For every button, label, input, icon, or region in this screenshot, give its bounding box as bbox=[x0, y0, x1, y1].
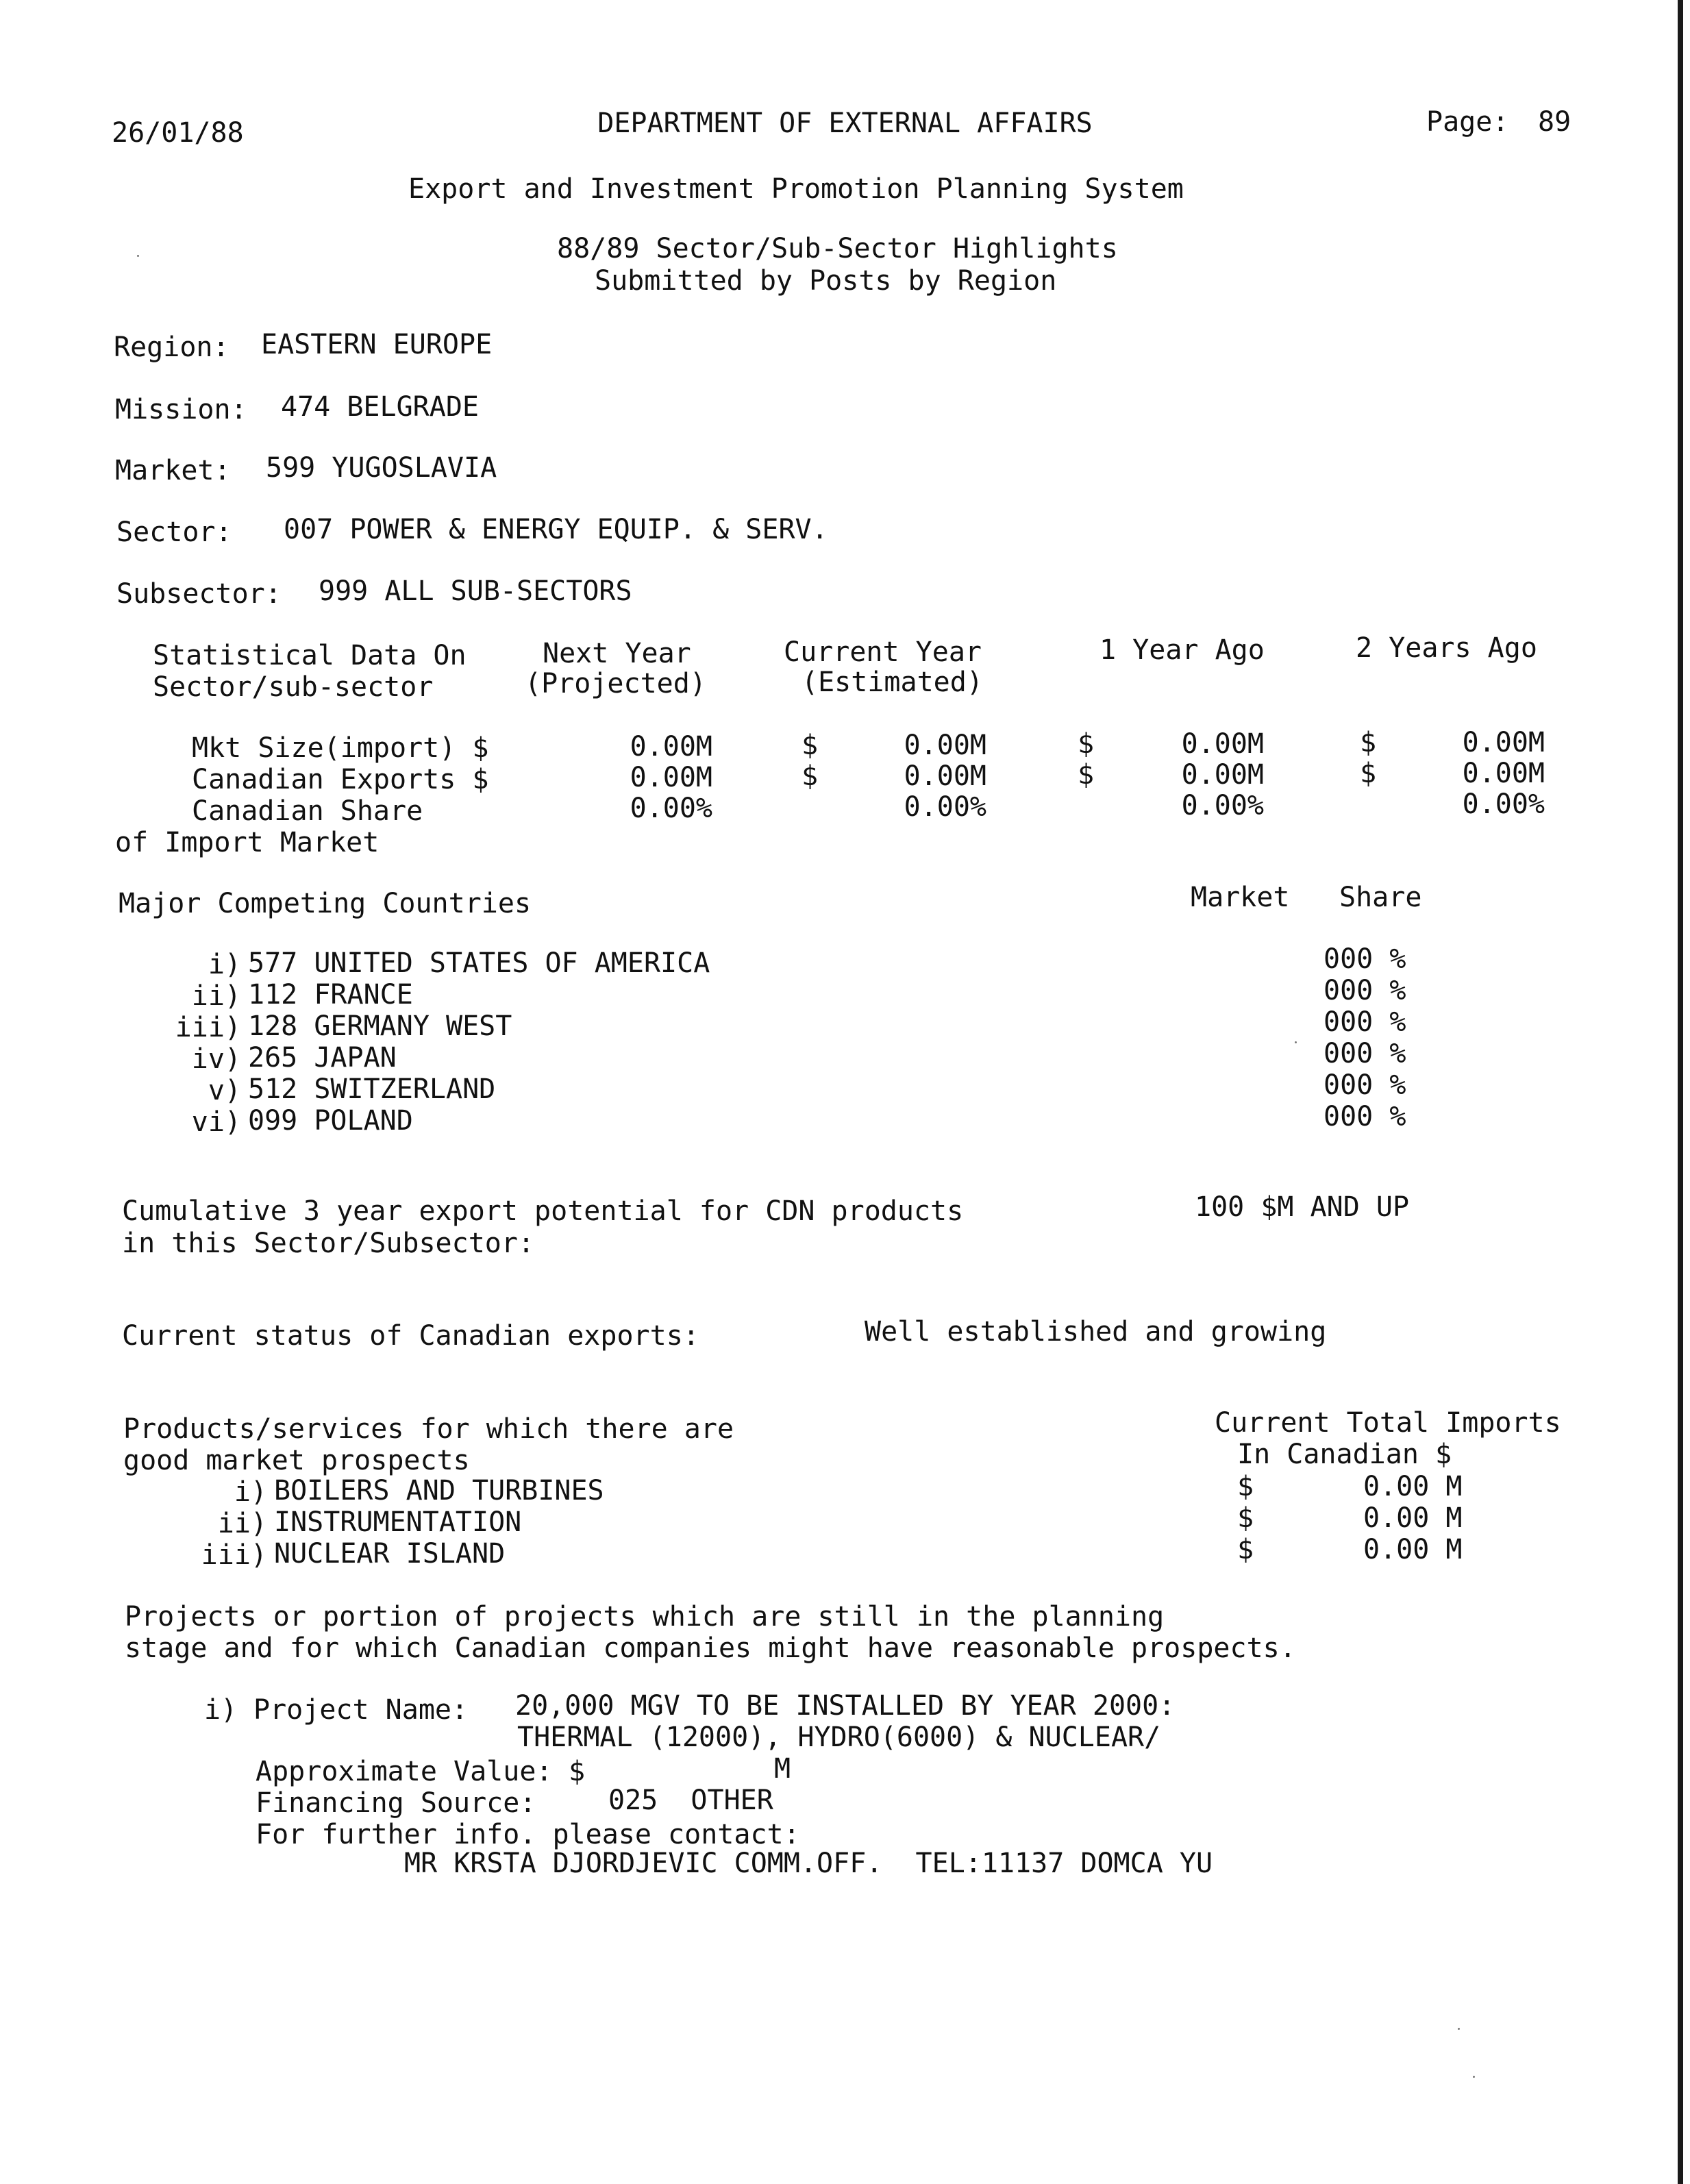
competitor-number: vi) bbox=[191, 1106, 241, 1138]
col-next-year-sub: (Projected) bbox=[525, 668, 706, 699]
stat-value: 0.00M bbox=[1462, 758, 1545, 789]
product-name: BOILERS AND TURBINES bbox=[274, 1475, 604, 1506]
product-import-value: 0.00 M bbox=[1363, 1502, 1463, 1534]
market-value: 599 YUGOSLAVIA bbox=[266, 452, 497, 484]
stat-value: 0.00M bbox=[1181, 728, 1264, 760]
stat-value: 0.00M bbox=[630, 731, 712, 762]
stat-value: 0.00M bbox=[904, 760, 986, 792]
competitor-name: 112 FRANCE bbox=[248, 979, 413, 1010]
value-unit: M bbox=[774, 1753, 791, 1785]
report-subtitle: 88/89 Sector/Sub-Sector Highlights bbox=[557, 233, 1118, 264]
export-status-value: Well established and growing bbox=[865, 1316, 1327, 1348]
currency-symbol: $ bbox=[1360, 727, 1377, 758]
project-name-value-2: THERMAL (12000), HYDRO(6000) & NUCLEAR/ bbox=[517, 1722, 1161, 1753]
sector-label: Sector: bbox=[116, 517, 232, 548]
region-label: Region: bbox=[114, 332, 229, 363]
product-number: i) bbox=[234, 1476, 267, 1508]
stat-row-label: Canadian Share bbox=[192, 795, 423, 827]
product-name: INSTRUMENTATION bbox=[274, 1506, 522, 1538]
project-name-value: 20,000 MGV TO BE INSTALLED BY YEAR 2000: bbox=[515, 1690, 1176, 1722]
competitor-share: 000 % bbox=[1324, 1038, 1406, 1069]
currency-symbol: $ bbox=[1237, 1502, 1254, 1534]
competitor-number: ii) bbox=[191, 980, 241, 1012]
stat-row-label-cont: of Import Market bbox=[115, 827, 380, 858]
col-2-years-ago: 2 Years Ago bbox=[1356, 632, 1537, 664]
department-title: DEPARTMENT OF EXTERNAL AFFAIRS bbox=[597, 108, 1093, 139]
export-potential-label: Cumulative 3 year export potential for CDN products bbox=[122, 1195, 964, 1227]
competitors-title: Major Competing Countries bbox=[119, 888, 532, 919]
system-title: Export and Investment Promotion Planning System bbox=[408, 173, 1184, 205]
financing-source-label: Financing Source: bbox=[256, 1787, 536, 1819]
stat-value: 0.00% bbox=[1462, 789, 1545, 820]
currency-symbol: $ bbox=[1078, 728, 1095, 760]
export-potential-label-2: in this Sector/Subsector: bbox=[122, 1228, 535, 1259]
product-name: NUCLEAR ISLAND bbox=[274, 1538, 506, 1569]
currency-symbol: $ bbox=[801, 760, 819, 792]
page-label: Page: bbox=[1426, 106, 1509, 138]
currency-symbol: $ bbox=[1360, 758, 1377, 789]
competitor-name: 577 UNITED STATES OF AMERICA bbox=[248, 947, 710, 979]
competitor-name: 128 GERMANY WEST bbox=[248, 1010, 512, 1042]
export-potential-value: 100 $M AND UP bbox=[1195, 1191, 1410, 1223]
project-name-label: Project Name: bbox=[253, 1694, 469, 1726]
competitor-number: iii) bbox=[175, 1012, 241, 1043]
mission-label: Mission: bbox=[115, 394, 247, 425]
market-share-header: Market bbox=[1191, 882, 1290, 913]
stat-value: 0.00M bbox=[630, 762, 712, 793]
currency-symbol: $ bbox=[1078, 759, 1095, 791]
currency-symbol: $ bbox=[801, 730, 819, 761]
scan-speck bbox=[137, 255, 139, 257]
approximate-value-label: Approximate Value: bbox=[256, 1756, 553, 1787]
contact-value: MR KRSTA DJORDJEVIC COMM.OFF. TEL:11137 DOMCA YU bbox=[404, 1848, 1213, 1879]
scan-page-edge bbox=[1678, 0, 1683, 2184]
competitor-number: i) bbox=[208, 949, 241, 980]
scan-speck bbox=[1295, 1041, 1297, 1043]
product-number: ii) bbox=[217, 1508, 267, 1539]
product-import-value: 0.00 M bbox=[1363, 1471, 1463, 1502]
financing-source-value: 025 OTHER bbox=[608, 1785, 773, 1816]
projects-intro: Projects or portion of projects which are still in the planning bbox=[125, 1601, 1165, 1633]
stat-value: 0.00M bbox=[904, 730, 986, 761]
market-share-header: Share bbox=[1339, 882, 1422, 913]
col-next-year: Next Year bbox=[543, 638, 691, 669]
subsector-value: 999 ALL SUB-SECTORS bbox=[319, 575, 632, 607]
competitor-number: v) bbox=[208, 1075, 241, 1106]
region-value: EASTERN EUROPE bbox=[261, 329, 493, 360]
competitor-share: 000 % bbox=[1324, 1101, 1406, 1132]
col-1-year-ago: 1 Year Ago bbox=[1099, 634, 1265, 666]
scan-speck bbox=[1473, 2076, 1475, 2078]
stat-row-label: Mkt Size(import) $ bbox=[192, 732, 489, 764]
competitor-share: 000 % bbox=[1324, 1006, 1406, 1038]
product-import-value: 0.00 M bbox=[1363, 1534, 1463, 1565]
competitor-name: 265 JAPAN bbox=[248, 1042, 397, 1074]
stat-value: 0.00% bbox=[630, 793, 712, 824]
scan-speck bbox=[1458, 2028, 1460, 2030]
contact-label: For further info. please contact: bbox=[256, 1819, 800, 1850]
products-label-2: good market prospects bbox=[123, 1445, 470, 1476]
product-number: iii) bbox=[201, 1539, 267, 1571]
imports-header-2: In Canadian $ bbox=[1237, 1439, 1452, 1470]
currency-symbol: $ bbox=[1237, 1471, 1254, 1502]
mission-value: 474 BELGRADE bbox=[281, 391, 479, 423]
export-status-label: Current status of Canadian exports: bbox=[122, 1320, 699, 1352]
competitor-number: iv) bbox=[191, 1043, 241, 1075]
competitor-share: 000 % bbox=[1324, 1069, 1406, 1101]
col-current-year-sub: (Estimated) bbox=[801, 667, 983, 698]
sector-value: 007 POWER & ENERGY EQUIP. & SERV. bbox=[284, 514, 828, 545]
stat-value: 0.00M bbox=[1462, 727, 1545, 758]
stat-value: 0.00% bbox=[904, 791, 986, 823]
competitor-name: 099 POLAND bbox=[248, 1105, 413, 1137]
report-date: 26/01/88 bbox=[112, 117, 244, 149]
report-subtitle-2: Submitted by Posts by Region bbox=[595, 265, 1057, 297]
market-label: Market: bbox=[115, 455, 231, 486]
competitor-name: 512 SWITZERLAND bbox=[248, 1074, 496, 1105]
col-current-year: Current Year bbox=[784, 636, 982, 668]
stat-row-label: Canadian Exports $ bbox=[192, 764, 489, 795]
currency-symbol: $ bbox=[1237, 1534, 1254, 1565]
projects-intro-2: stage and for which Canadian companies might have reasonable prospects. bbox=[125, 1633, 1296, 1664]
currency-symbol: $ bbox=[569, 1756, 586, 1787]
competitor-share: 000 % bbox=[1324, 943, 1406, 975]
imports-header: Current Total Imports bbox=[1215, 1407, 1561, 1439]
products-label: Products/services for which there are bbox=[123, 1413, 734, 1445]
page-number: 89 bbox=[1538, 106, 1571, 138]
subsector-label: Subsector: bbox=[116, 578, 282, 610]
stat-value: 0.00M bbox=[1181, 759, 1264, 791]
stats-header-left-2: Sector/sub-sector bbox=[153, 671, 434, 703]
stats-header-left: Statistical Data On bbox=[153, 640, 467, 671]
stat-value: 0.00% bbox=[1181, 790, 1264, 821]
competitor-share: 000 % bbox=[1324, 975, 1406, 1006]
project-number: i) bbox=[204, 1694, 238, 1726]
